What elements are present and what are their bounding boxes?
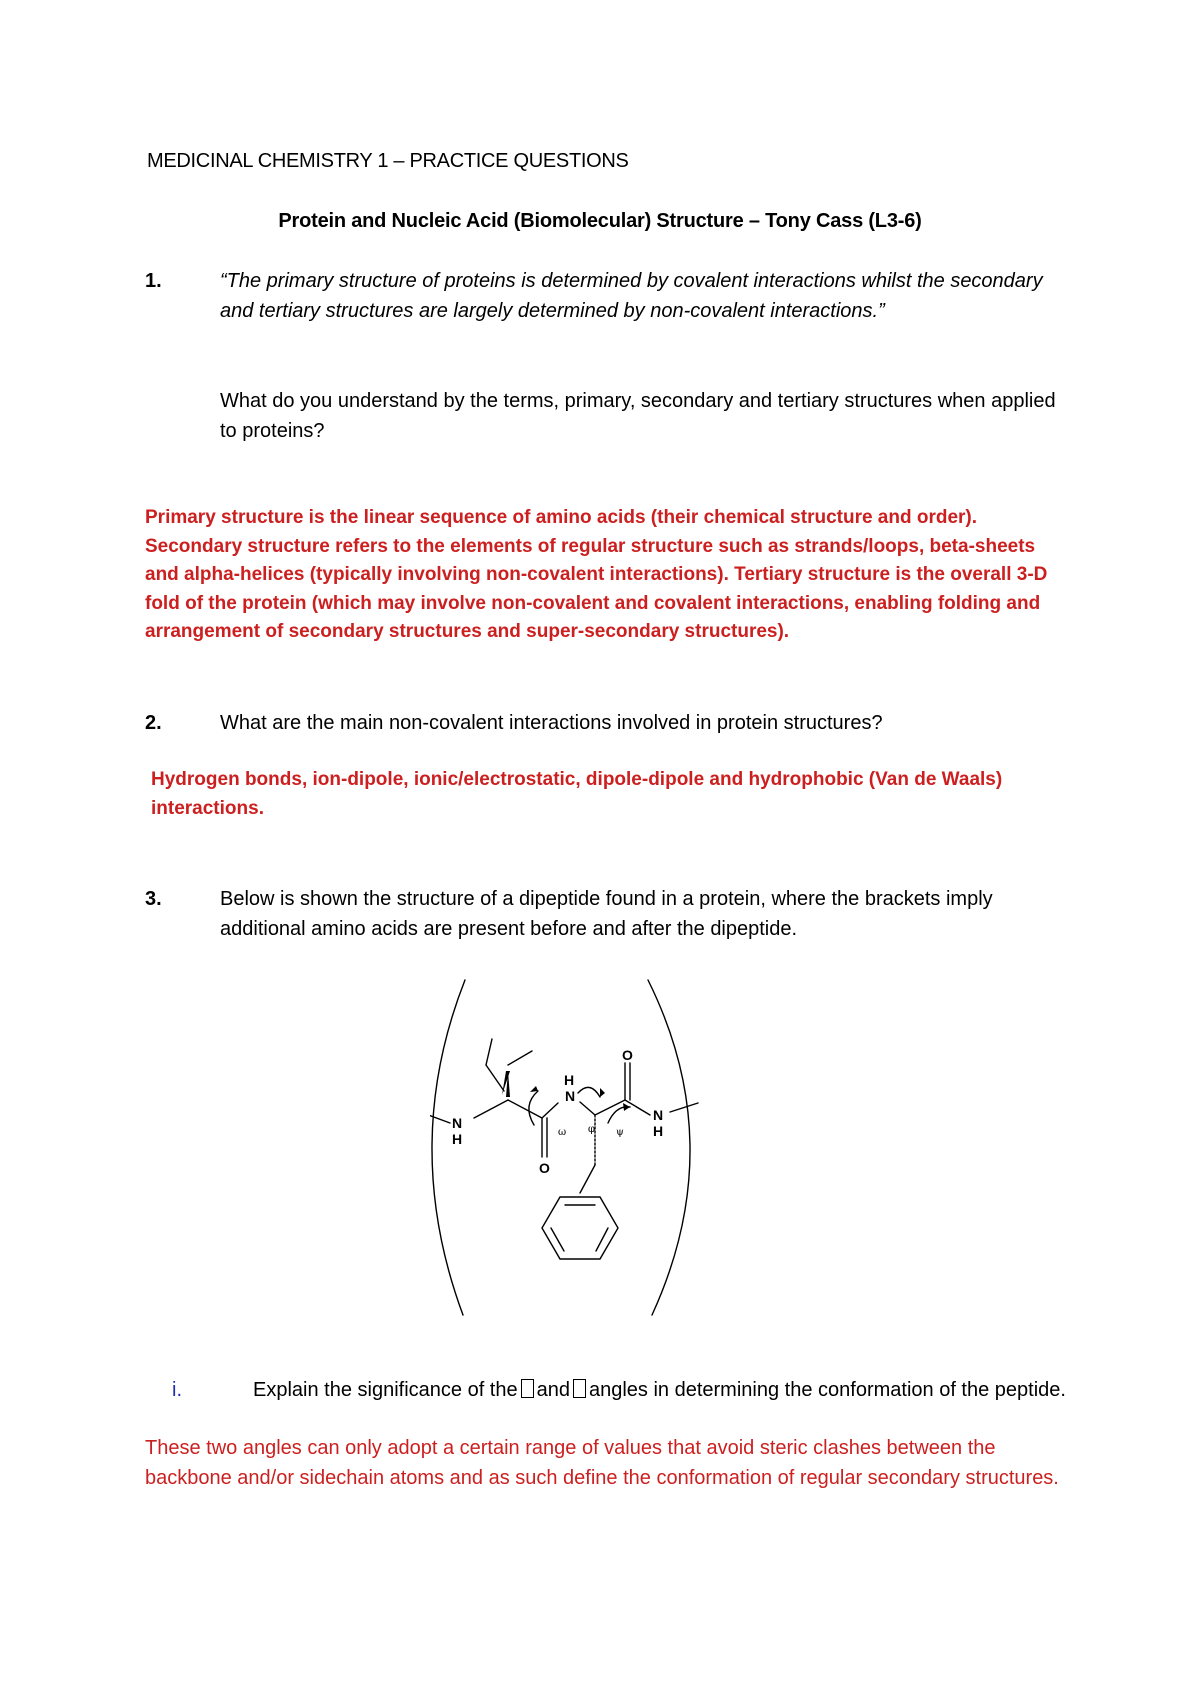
subquestion-number: i. (172, 1379, 182, 1401)
right-bracket (648, 980, 690, 1315)
question-3-number: 3. (145, 888, 162, 910)
document-title: MEDICINAL CHEMISTRY 1 – PRACTICE QUESTIONS (147, 150, 629, 172)
omega-label: ω (558, 1127, 567, 1138)
atom-label: N (452, 1115, 463, 1131)
atom-label: N (653, 1107, 664, 1123)
atom-label: O (539, 1160, 550, 1176)
dipeptide-structure-diagram (430, 975, 720, 1320)
missing-glyph-icon (521, 1379, 534, 1398)
atom-label: H (452, 1131, 463, 1147)
question-2-answer: Hydrogen bonds, ion-dipole, ionic/electrostatic, dipole-dipole and hydrophobic (Van de Waals) interactions. (151, 769, 1003, 819)
atom-label: N (565, 1088, 576, 1104)
atom-label: H (564, 1072, 575, 1088)
question-1-number: 1. (145, 270, 162, 292)
question-1-answer: Primary structure is the linear sequence of amino acids (their chemical structure and order). Secondary structure refers to the elements of regular structure such as strands/loops, beta-sheets and alpha-helices (typically involving non-covalent interactions). Tertiary structure is the overall 3-D fold of the protein (which may involve non-covalent and covalent interactions, enabling folding and arrangement of secondary structures and super-secondary structures). (145, 507, 1048, 642)
subquestion-text-middle: and (536, 1379, 570, 1401)
subquestion-answer: These two angles can only adopt a certain range of values that avoid steric clashes between the backbone and/or sidechain atoms and as such define the conformation of regular secondary structures. (145, 1437, 1059, 1489)
atom-label: H (653, 1123, 664, 1139)
subquestion-text-before: Explain the significance of the (253, 1379, 518, 1401)
left-bracket (432, 980, 465, 1315)
document-subtitle: Protein and Nucleic Acid (Biomolecular) Structure – Tony Cass (L3-6) (278, 210, 922, 232)
question-1-quote: “The primary structure of proteins is determined by covalent interactions whilst the secondary and tertiary structures are largely determined by non-covalent interactions.” (220, 270, 1043, 322)
question-1-prompt: What do you understand by the terms, primary, secondary and tertiary structures when applied to proteins? (220, 390, 1056, 442)
subquestion-text (253, 1375, 1073, 1405)
subquestion-text-after: angles in determining the conformation of the peptide. (588, 1379, 1066, 1401)
missing-glyph-icon (573, 1379, 586, 1398)
question-3-prompt: Below is shown the structure of a dipeptide found in a protein, where the brackets imply additional amino acids are present before and after the dipeptide. (220, 888, 993, 940)
psi-label: ψ (616, 1127, 624, 1138)
question-2-prompt: What are the main non-covalent interactions involved in protein structures? (220, 712, 883, 734)
question-2-number: 2. (145, 712, 162, 734)
phi-label: φ (588, 1124, 596, 1135)
atom-label: O (622, 1047, 633, 1063)
